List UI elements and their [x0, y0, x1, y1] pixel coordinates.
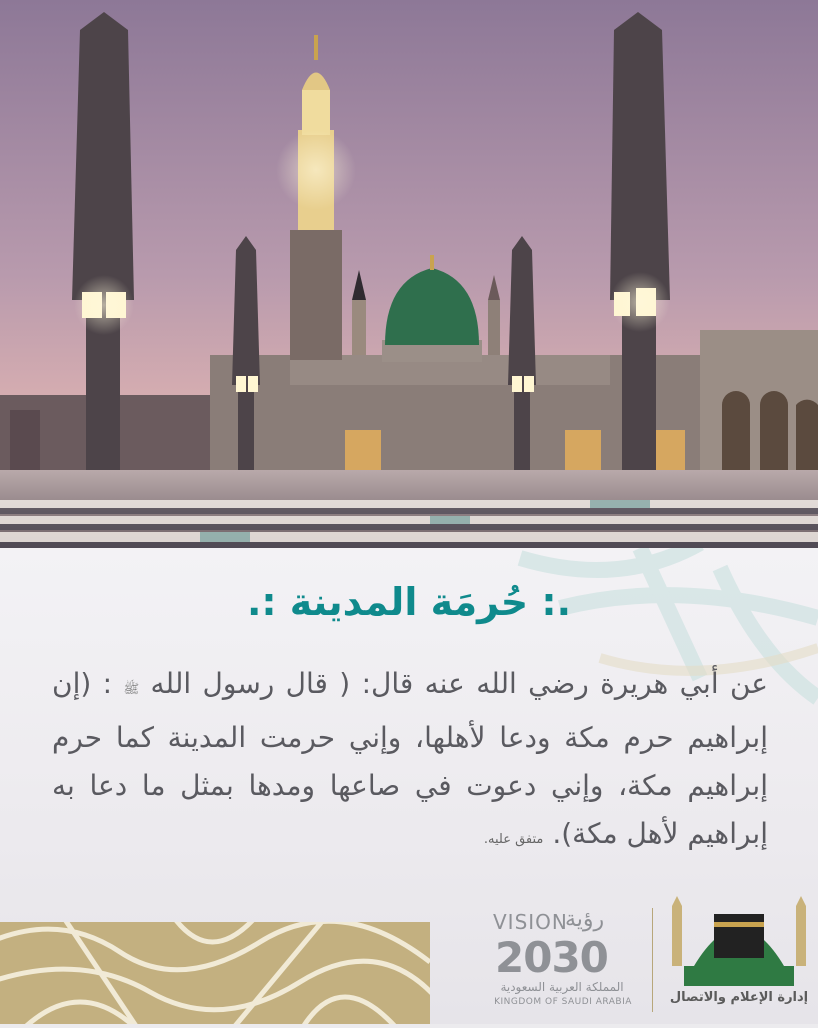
ministry-name: إدارة الإعلام والاتصال: [669, 990, 809, 1005]
country-arabic: المملكة العربية السعودية: [500, 980, 624, 994]
vision-year: 2030: [495, 933, 608, 982]
vision-word: VISION: [493, 910, 568, 934]
hadith-source: متفق عليه.: [483, 832, 544, 847]
page-title: .: حُرمَة المدينة :.: [246, 580, 572, 624]
hadith-intro: عن أبي هريرة رضي الله عنه قال: ( قال رسول الله: [150, 667, 768, 700]
logo-divider: [652, 908, 653, 1012]
vision-arabic: رؤية: [565, 907, 605, 932]
decorative-pattern: [0, 922, 430, 1024]
hadith-body: : (إن إبراهيم حرم مكة ودعا لأهلها، وإني حرمت المدينة كما حرم إبراهيم مكة، وإني دعوت في صاعها ومدها بمثل ما دعا به إبراهيم لأهل مكة).: [52, 667, 768, 850]
honorific-icon: ﷺ: [123, 682, 140, 697]
hadith-text: [52, 660, 768, 864]
country-english: KINGDOM OF SAUDI ARABIA: [494, 997, 632, 1007]
